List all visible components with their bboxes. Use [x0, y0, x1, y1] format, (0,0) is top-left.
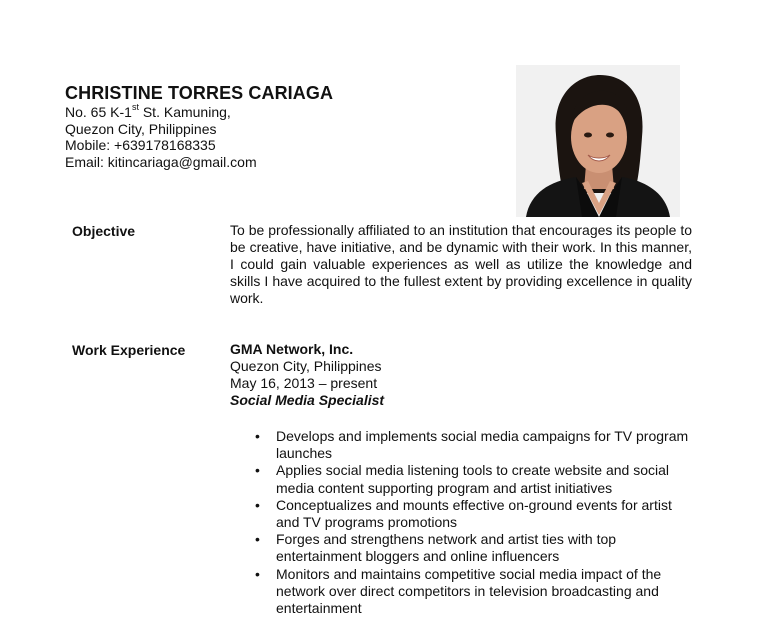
resume-header [65, 82, 485, 170]
address-line-2: Quezon City, Philippines [65, 120, 217, 137]
address-line-1 [65, 104, 485, 121]
address-line-1-suffix: St. Kamuning, [138, 104, 231, 120]
list-item-text: Forges and strengthens network and artist ties with top entertainment bloggers and online influencers [276, 531, 617, 565]
address-line-1-prefix: No. 65 K-1 [65, 104, 132, 120]
employer-location: Quezon City, Philippines [230, 358, 382, 374]
employment-dates: May 16, 2013 – present [230, 375, 378, 391]
responsibilities-list [255, 428, 695, 617]
profile-photo [516, 65, 680, 217]
bullet-icon: • [255, 496, 260, 513]
list-item-text: Monitors and maintains competitive social media impact of the network over direct competitors in television broadcasting and entertainment [276, 565, 662, 617]
list-item [255, 462, 695, 496]
bullet-icon: • [255, 531, 260, 548]
objective-text: To be professionally affiliated to an institution that encourages its people to be creative, have initiative, and be dynamic with their work. In this manner, I could gain valuable experiences as well as utilize the knowledge and skills I have acquired to the fullest extent by providing excellence in quality work. [230, 222, 692, 306]
candidate-name: CHRISTINE TORRES CARIAGA [65, 83, 334, 103]
list-item-text: Conceptualizes and mounts effective on-ground events for artist and TV programs promotions [276, 496, 672, 531]
work-experience-entry [230, 341, 692, 409]
profile-photo-icon [516, 65, 680, 217]
bullet-icon: • [255, 428, 260, 444]
list-item-text: Applies social media listening tools to create website and social media content supporting program and artist initiatives [276, 462, 669, 496]
list-item [255, 566, 695, 618]
objective-label: Objective [72, 223, 136, 239]
bullet-icon: • [255, 565, 260, 582]
mobile-number: Mobile: +639178168335 [65, 137, 216, 153]
list-item [255, 531, 695, 565]
address-ordinal-suffix: st [131, 102, 139, 113]
job-title: Social Media Specialist [230, 392, 385, 408]
list-item [255, 497, 695, 531]
employer-name: GMA Network, Inc. [230, 341, 354, 357]
email-address: Email: kitincariaga@gmail.com [65, 153, 257, 170]
list-item [255, 428, 695, 462]
work-experience-label: Work Experience [72, 342, 186, 358]
list-item-text: Develops and implements social media campaigns for TV program launches [276, 428, 689, 462]
bullet-icon: • [255, 462, 260, 479]
